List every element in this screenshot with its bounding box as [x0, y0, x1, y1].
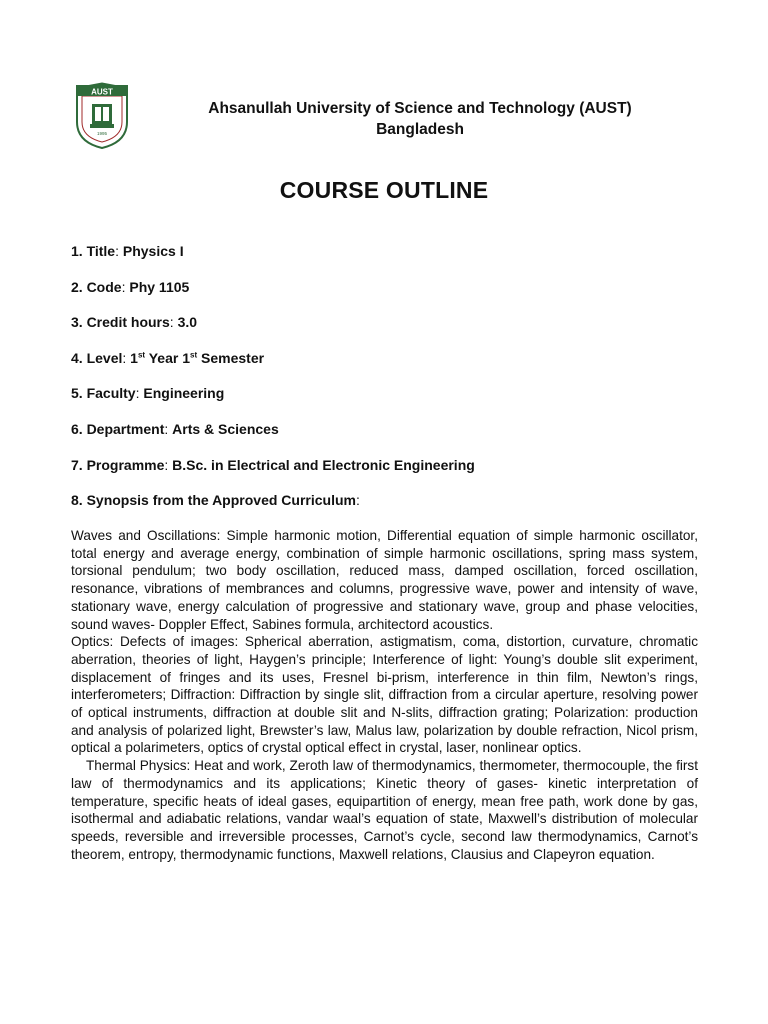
aust-logo-icon	[74, 82, 130, 150]
synopsis-optics-paragraph: Optics: Defects of images: Spherical aberration, astigmatism, coma, distortion, curvature, chromatic aberration, theories of light, Haygen’s principle; Interference of light: Young’s double slit experiment, displacement of fringes and its uses, Fresnel bi-prism, interference in thin film, Newton’s rings, interferometers; Diffraction: Diffraction by single slit, diffraction from a circular aperture, resolving power of optical instruments, diffraction at double slit and N-slits, diffraction grating; Polarization: production and analysis of polarized light, Brewster’s law, Malus law, polarization by double refraction, Nicol prism, optical a polarimeters, optics of crystal optical effect in crystal, laser, nonlinear optics.	[71, 634, 698, 756]
field-level	[71, 348, 701, 384]
level-year-word: Year	[145, 349, 183, 366]
level-semester-suffix: st	[190, 350, 198, 360]
university-name: Ahsanullah University of Science and Technology (AUST)	[208, 100, 632, 117]
field-label: 5. Faculty	[71, 385, 136, 402]
university-country: Bangladesh	[376, 121, 464, 138]
field-code	[71, 277, 701, 313]
field-credit-hours	[71, 312, 701, 348]
synopsis-thermal-paragraph: Thermal Physics: Heat and work, Zeroth law of thermodynamics, thermometer, thermocouple, the first law of thermodynamics and its applications; Kinetic theory of gases- kinetic interpretation of temperature, specific heats of ideal gases, equipartition of energy, mean free path, work done by gas, isothermal and adiabatic relations, vandar waal’s equation of state, Maxwell’s distribution of molecular speeds, reversible and irreversible processes, Carnot’s cycle, second law thermodynamics, Carnot’s theorem, entropy, thermodynamic functions, Maxwell relations, Clausius and Clapeyron equation.	[71, 758, 698, 862]
field-value: Engineering	[143, 385, 225, 402]
field-synopsis-heading	[71, 490, 701, 526]
field-label: 1. Title	[71, 243, 116, 259]
field-value: Physics I	[122, 243, 184, 259]
field-value: Phy 1105	[129, 278, 190, 295]
field-department	[71, 419, 701, 455]
field-sep: :	[164, 420, 173, 437]
field-label: 8. Synopsis from the Approved Curriculum	[71, 492, 356, 509]
level-semester-number: 1	[182, 349, 190, 366]
field-sep: :	[115, 243, 123, 259]
level-year-number: 1	[130, 349, 138, 366]
level-year-suffix: st	[137, 350, 146, 360]
field-faculty	[71, 383, 701, 419]
field-label: 4. Level	[71, 349, 123, 366]
field-title	[71, 241, 701, 277]
field-label: 2. Code	[71, 278, 122, 295]
field-sep: :	[355, 492, 360, 509]
page-title: COURSE OUTLINE	[279, 177, 489, 203]
field-sep: :	[121, 278, 130, 295]
field-value: 3.0	[177, 314, 198, 331]
synopsis-waves-paragraph: Waves and Oscillations: Simple harmonic motion, Differential equation of simple harmonic oscillator, total energy and average energy, combination of simple harmonic oscillations, spring mass system, torsional pendulum; two body oscillation, reduced mass, damped oscillation, forced oscillation, resonance, vibrations of membrances and columns, progressive wave, power and intensity of wave, stationary wave, energy calculation of progressive and stationary wave, group and phase velocities, sound waves- Doppler Effect, Sabines formula, architectord acoustics.	[71, 528, 698, 632]
field-sep: :	[122, 349, 131, 366]
field-label: 7. Programme	[71, 456, 165, 473]
logo-year: 1995	[96, 131, 108, 136]
synopsis-body	[71, 527, 698, 863]
field-sep: :	[164, 456, 173, 473]
field-sep: :	[135, 385, 144, 402]
level-semester-word: Semester	[197, 349, 265, 366]
field-programme	[71, 455, 701, 491]
field-sep: :	[169, 314, 178, 331]
university-header	[150, 98, 690, 140]
logo-text: AUST	[91, 87, 113, 97]
field-value: B.Sc. in Electrical and Electronic Engineering	[172, 456, 475, 473]
field-value: Arts & Sciences	[172, 420, 279, 437]
course-fields	[71, 241, 701, 526]
field-label: 3. Credit hours	[71, 314, 170, 331]
field-label: 6. Department	[71, 420, 165, 437]
